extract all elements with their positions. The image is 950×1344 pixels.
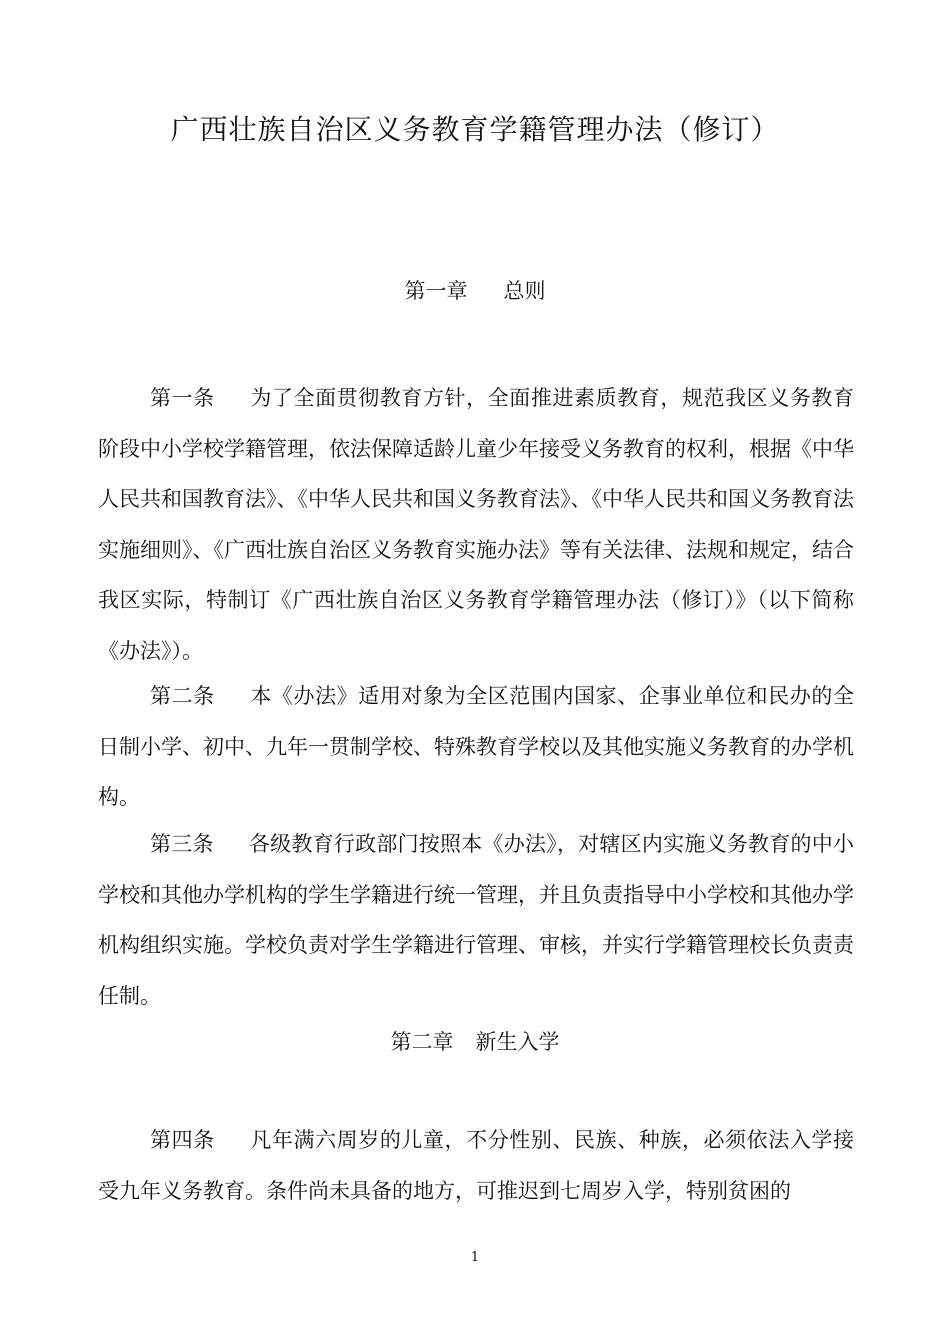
chapter-heading-2 — [0, 1027, 950, 1057]
article-4 — [98, 1115, 854, 1216]
document-title: 广西壮族自治区义务教育学籍管理办法（修订） — [170, 113, 780, 146]
article-text: 各级教育行政部门按照本《办法》，对辖区内实施义务教育的中小学校和其他办学机构的学生学籍进行统一管理，并且负责指导中小学校和其他办学机构组织实施。学校负责对学生学籍进行管理、审核，并实行学籍管理校长负责责任制。 — [98, 832, 854, 1008]
article-1 — [98, 373, 854, 676]
article-text: 为了全面贯彻教育方针，全面推进素质教育，规范我区义务教育阶段中小学校学籍管理，依法保障适龄儿童少年接受义务教育的权利，根据《中华人民共和国教育法》、《中华人民共和国义务教育法》、《中华人民共和国义务教育法实施细则》、《广西壮族自治区义务教育实施办法》等有关法律、法规和规定，结合我区实际，特制订《广西壮族自治区义务教育学籍管理办法（修订）》（以下简称《办法》）。 — [98, 386, 855, 663]
article-3 — [98, 819, 854, 1021]
chapter-number: 第一章 — [404, 279, 468, 303]
chapter-heading-1 — [0, 276, 950, 306]
article-number: 第三条 — [150, 832, 214, 856]
article-number: 第一条 — [150, 386, 215, 410]
article-text: 凡年满六周岁的儿童，不分性别、民族、种族，必须依法入学接受九年义务教育。条件尚未具备的地方，可推迟到七周岁入学，特别贫困的 — [98, 1128, 855, 1203]
article-text: 本《办法》适用对象为全区范围内国家、企事业单位和民办的全日制小学、初中、九年一贯制学校、特殊教育学校以及其他实施义务教育的办学机构。 — [98, 684, 855, 809]
chapter-number: 第二章 — [390, 1030, 454, 1054]
article-number: 第四条 — [150, 1128, 215, 1152]
article-2 — [98, 671, 854, 823]
chapter-name: 总则 — [503, 279, 546, 303]
article-number: 第二条 — [150, 684, 215, 708]
page-number: 1 — [470, 1250, 480, 1265]
chapter-name: 新生入学 — [475, 1030, 560, 1054]
